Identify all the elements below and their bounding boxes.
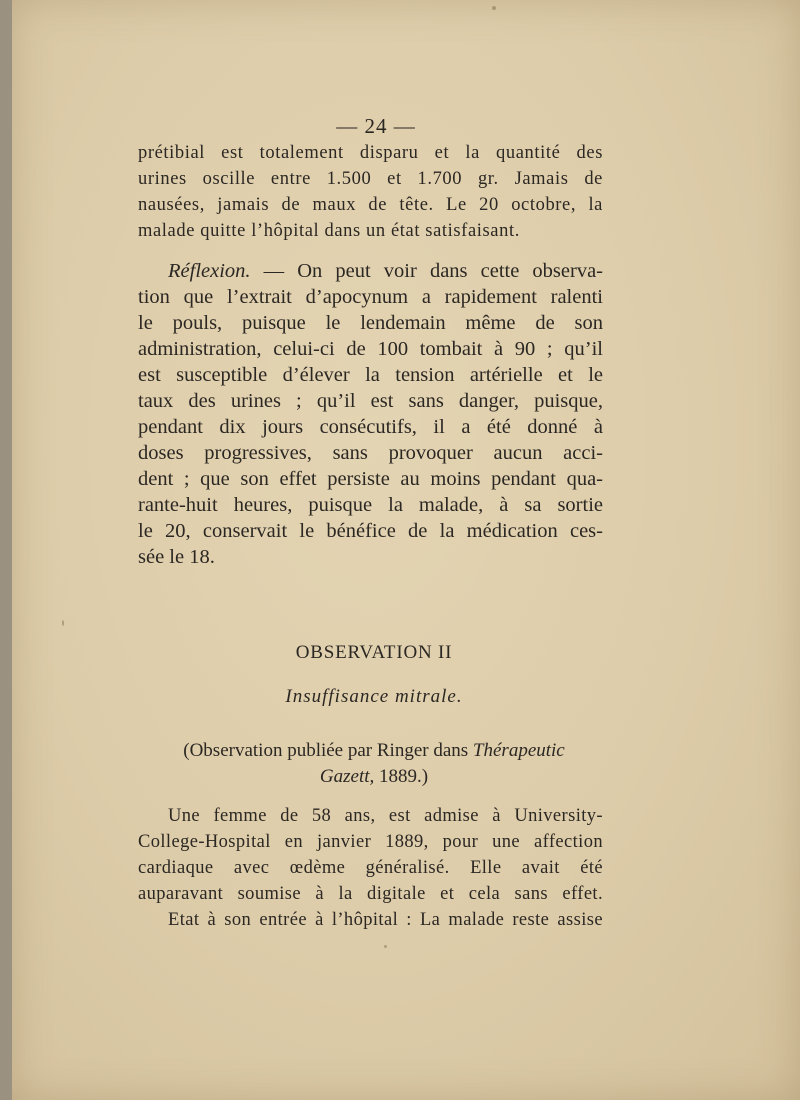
text-line: doses progressives, sans provoquer aucun acci- (138, 442, 603, 464)
text-line: tion que l’extrait d’apocynum a rapidement ralenti (138, 286, 603, 308)
text-line: taux des urines ; qu’il est sans danger, puisque, (138, 390, 603, 412)
source-year: 1889.) (374, 766, 429, 787)
observation-title: OBSERVATION II (295, 642, 453, 663)
text-line: Etat à son entrée à l’hôpital : La malade reste assise (168, 910, 603, 930)
page-number: — 24 — (336, 114, 416, 138)
text-line: malade quitte l’hôpital dans un état satisfaisant. (138, 221, 520, 241)
source-journal-cont: Gazett, (319, 766, 375, 787)
text-line-lead (168, 258, 603, 284)
source-line-1 (12, 738, 736, 764)
text-line: urines oscille entre 1.500 et 1.700 gr. Jamais de (138, 169, 603, 189)
text-line: le 20, conservait le bénéfice de la médication ces- (138, 520, 603, 542)
text-line: administration, celui-ci de 100 tombait à 90 ; qu’il (138, 338, 603, 360)
text-line: pendant dix jours consécutifs, il a été donné à (138, 416, 603, 438)
text-line: dent ; que son effet persiste au moins pendant qua- (138, 468, 603, 490)
text-line: rante-huit heures, puisque la malade, à sa sortie (138, 494, 603, 516)
text-line: est susceptible d’élever la tension artérielle et le (138, 364, 603, 386)
paper-speck (384, 945, 387, 948)
text-line: prétibial est totalement disparu et la quantité des (138, 143, 603, 163)
reflexion-lead-text: — On peut voir dans cette observa- (250, 260, 603, 282)
page-sheet (12, 0, 800, 1100)
paper-speck (492, 6, 496, 10)
text-line: le pouls, puisque le lendemain même de son (138, 312, 603, 334)
text-line: nausées, jamais de maux de tête. Le 20 octobre, la (138, 195, 603, 215)
paper-speck (62, 620, 64, 626)
observation-source (12, 738, 736, 790)
text-line: sée le 18. (138, 546, 215, 568)
text-line: cardiaque avec œdème généralisé. Elle avait été (138, 858, 603, 878)
source-prefix: (Observation publiée par Ringer dans (183, 740, 473, 761)
source-journal: Thérapeutic (472, 740, 565, 761)
text-line: Une femme de 58 ans, est admise à University- (168, 806, 603, 826)
text-line: College-Hospital en janvier 1889, pour une affection (138, 832, 603, 852)
text-line: auparavant soumise à la digitale et cela sans effet. (138, 884, 603, 904)
reflexion-label: Réflexion. (168, 260, 251, 282)
observation-subtitle: Insuffisance mitrale. (285, 686, 463, 707)
source-line-2 (12, 764, 736, 790)
